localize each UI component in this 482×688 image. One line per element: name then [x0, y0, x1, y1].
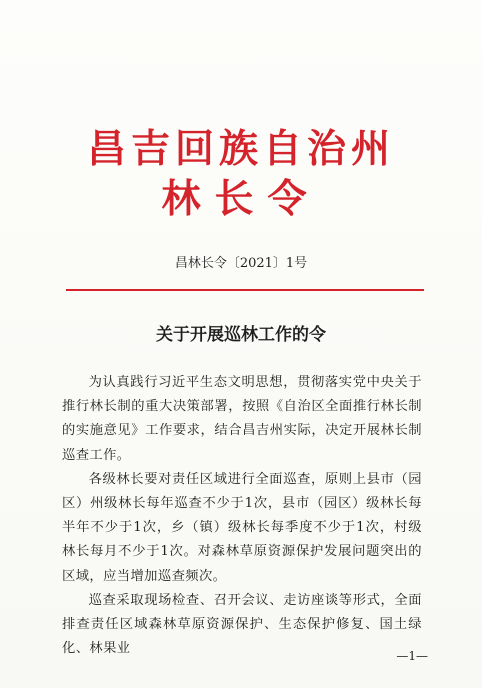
body-paragraph: 为认真践行习近平生态文明思想，贯彻落实党中央关于推行林长制的重大决策部署，按照《自治区全面推行林长制的实施意见》工作要求，结合昌吉州实际，决定开展林长制巡查工作。	[62, 375, 422, 463]
body-paragraph: 巡查采取现场检查、召开会议、走访座谈等形式，全面排查责任区域森林草原资源保护、生态保护修复、国土绿化、林果业	[62, 592, 422, 657]
order-title: 林长令	[161, 177, 321, 222]
issuer-title: 昌吉回族自治州	[86, 127, 395, 172]
page-number: —1—	[396, 649, 428, 663]
document-subject: 关于开展巡林工作的令	[156, 325, 326, 345]
document-body	[62, 371, 422, 661]
red-divider-line	[66, 289, 424, 291]
body-paragraph: 各级林长要对责任区域进行全面巡查，原则上县市（园区）州级林长每年巡查不少于1次，县市（园区）级林长每半年不少于1次，乡（镇）级林长每季度不少于1次，村级林长每月不少于1次。对森林草原资源保护发展问题突出的区域，应当增加巡查频次。	[62, 471, 422, 584]
document-number: 昌林长令〔2021〕1号	[174, 256, 308, 271]
